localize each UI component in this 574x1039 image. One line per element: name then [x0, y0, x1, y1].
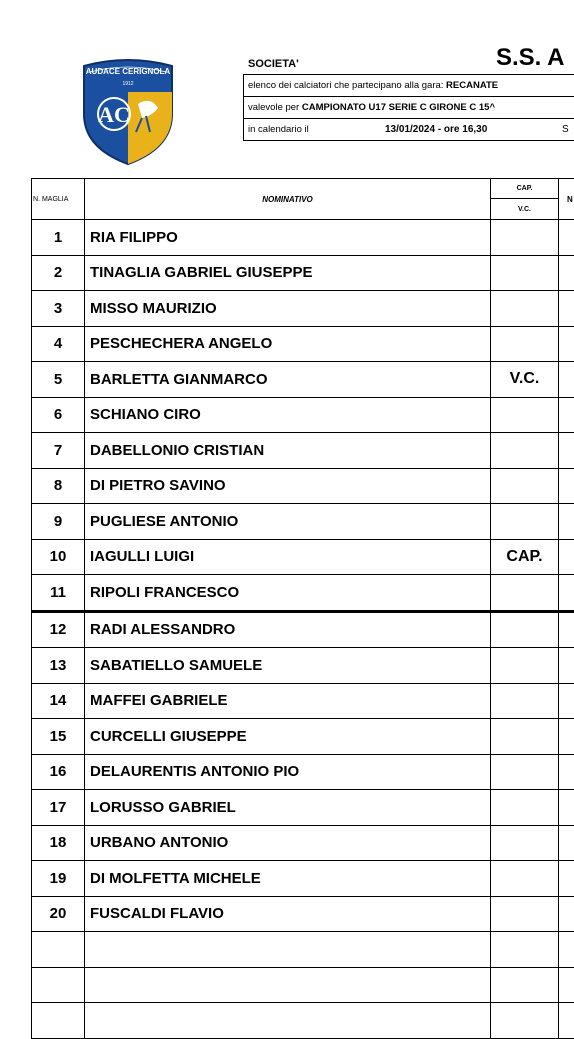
player-extra-cell: [559, 967, 574, 1003]
club-name: S.S. A: [496, 44, 564, 72]
player-extra-cell: [559, 433, 574, 469]
club-crest-logo: [76, 52, 180, 166]
logo-name-text: AUDACE CERIGNOLA: [86, 67, 171, 76]
player-role: [491, 611, 559, 648]
player-number: 16: [32, 754, 85, 790]
player-extra-cell: [559, 754, 574, 790]
player-extra-cell: [559, 468, 574, 504]
table-row: [32, 790, 574, 826]
player-extra-cell: [559, 825, 574, 861]
player-name: DABELLONIO CRISTIAN: [85, 433, 491, 469]
player-name: URBANO ANTONIO: [85, 825, 491, 861]
table-row: [32, 932, 574, 968]
competition-row: [243, 97, 574, 119]
col-header-vc: V.C.: [491, 199, 559, 220]
col-header-number: N. MAGLIA: [32, 179, 85, 220]
player-extra-cell: [559, 790, 574, 826]
player-role: [491, 967, 559, 1003]
player-role: [491, 896, 559, 932]
table-row: [32, 611, 574, 648]
competition-label: valevole per: [248, 102, 299, 113]
table-row: [32, 967, 574, 1003]
player-role: [491, 255, 559, 291]
col-header-name: NOMINATIVO: [85, 179, 491, 220]
player-role: [491, 683, 559, 719]
player-name: SABATIELLO SAMUELE: [85, 648, 491, 684]
table-row: [32, 719, 574, 755]
player-number: 20: [32, 896, 85, 932]
player-role: [491, 861, 559, 897]
table-row: [32, 255, 574, 291]
player-role: [491, 468, 559, 504]
player-name: PESCHECHERA ANGELO: [85, 326, 491, 362]
player-role: [491, 326, 559, 362]
player-number: 17: [32, 790, 85, 826]
player-role: [491, 397, 559, 433]
player-number: [32, 967, 85, 1003]
table-row: [32, 220, 574, 256]
player-number: 19: [32, 861, 85, 897]
player-role: [491, 220, 559, 256]
table-row: [32, 683, 574, 719]
match-row: [243, 75, 574, 97]
player-number: 7: [32, 433, 85, 469]
player-role: [491, 291, 559, 327]
player-name: SCHIANO CIRO: [85, 397, 491, 433]
table-row: [32, 433, 574, 469]
player-name: MAFFEI GABRIELE: [85, 683, 491, 719]
competition-value: CAMPIONATO U17 SERIE C GIRONE C 15^: [302, 102, 495, 113]
player-number: 3: [32, 291, 85, 327]
player-role: [491, 504, 559, 540]
player-extra-cell: [559, 575, 574, 612]
player-extra-cell: [559, 504, 574, 540]
player-name: TINAGLIA GABRIEL GIUSEPPE: [85, 255, 491, 291]
player-extra-cell: [559, 896, 574, 932]
player-name: PUGLIESE ANTONIO: [85, 504, 491, 540]
table-row: [32, 468, 574, 504]
table-row: [32, 575, 574, 612]
player-role: [491, 825, 559, 861]
player-role: [491, 719, 559, 755]
player-name: RIPOLI FRANCESCO: [85, 575, 491, 612]
player-extra-cell: [559, 648, 574, 684]
player-number: 1: [32, 220, 85, 256]
player-number: [32, 932, 85, 968]
player-role: [491, 790, 559, 826]
player-role: [491, 932, 559, 968]
player-extra-cell: [559, 719, 574, 755]
logo-letters: AC: [98, 102, 130, 127]
player-number: 9: [32, 504, 85, 540]
player-role: [491, 575, 559, 612]
player-number: 8: [32, 468, 85, 504]
table-row: [32, 362, 574, 398]
match-label: elenco dei calciatori che partecipano alla gara:: [248, 80, 443, 91]
player-extra-cell: [559, 683, 574, 719]
player-extra-cell: [559, 539, 574, 575]
player-role: CAP.: [491, 539, 559, 575]
table-header-row: [32, 179, 574, 199]
player-number: 6: [32, 397, 85, 433]
player-number: 2: [32, 255, 85, 291]
player-number: 12: [32, 611, 85, 648]
player-name: BARLETTA GIANMARCO: [85, 362, 491, 398]
table-row: [32, 754, 574, 790]
player-role: [491, 648, 559, 684]
table-row: [32, 326, 574, 362]
player-name: FUSCALDI FLAVIO: [85, 896, 491, 932]
player-extra-cell: [559, 932, 574, 968]
col-header-extra: N: [559, 179, 574, 220]
player-name: DELAURENTIS ANTONIO PIO: [85, 754, 491, 790]
player-name: DI MOLFETTA MICHELE: [85, 861, 491, 897]
date-value: 13/01/2024 - ore 16,30: [385, 119, 487, 141]
table-row: [32, 397, 574, 433]
player-number: 5: [32, 362, 85, 398]
logo-year-text: 1912: [122, 81, 133, 87]
player-name: CURCELLI GIUSEPPE: [85, 719, 491, 755]
player-name: [85, 932, 491, 968]
player-name: MISSO MAURIZIO: [85, 291, 491, 327]
player-role: [491, 433, 559, 469]
player-role: V.C.: [491, 362, 559, 398]
player-extra-cell: [559, 861, 574, 897]
match-value: RECANATE: [446, 80, 498, 91]
player-extra-cell: [559, 291, 574, 327]
date-label: in calendario il: [248, 124, 309, 135]
player-name: [85, 967, 491, 1003]
player-number: 18: [32, 825, 85, 861]
table-row: [32, 504, 574, 540]
player-name: IAGULLI LUIGI: [85, 539, 491, 575]
player-extra-cell: [559, 362, 574, 398]
player-number: 15: [32, 719, 85, 755]
player-name: DI PIETRO SAVINO: [85, 468, 491, 504]
player-extra-cell: [559, 397, 574, 433]
table-row: [32, 861, 574, 897]
player-roster-table: [31, 178, 574, 1039]
player-extra-cell: [559, 326, 574, 362]
col-header-cap: CAP.: [491, 179, 559, 199]
table-row: [32, 648, 574, 684]
player-extra-cell: [559, 611, 574, 648]
player-number: 13: [32, 648, 85, 684]
table-row: [32, 539, 574, 575]
player-number: 4: [32, 326, 85, 362]
player-number: 11: [32, 575, 85, 612]
date-suffix: S: [562, 119, 569, 141]
table-row: [32, 825, 574, 861]
player-number: 14: [32, 683, 85, 719]
player-role: [491, 754, 559, 790]
table-row: [32, 896, 574, 932]
player-name: RIA FILIPPO: [85, 220, 491, 256]
player-extra-cell: [559, 220, 574, 256]
societa-label: SOCIETA': [248, 58, 299, 70]
table-row: [32, 291, 574, 327]
player-number: 10: [32, 539, 85, 575]
player-extra-cell: [559, 255, 574, 291]
player-name: RADI ALESSANDRO: [85, 611, 491, 648]
player-name: LORUSSO GABRIEL: [85, 790, 491, 826]
